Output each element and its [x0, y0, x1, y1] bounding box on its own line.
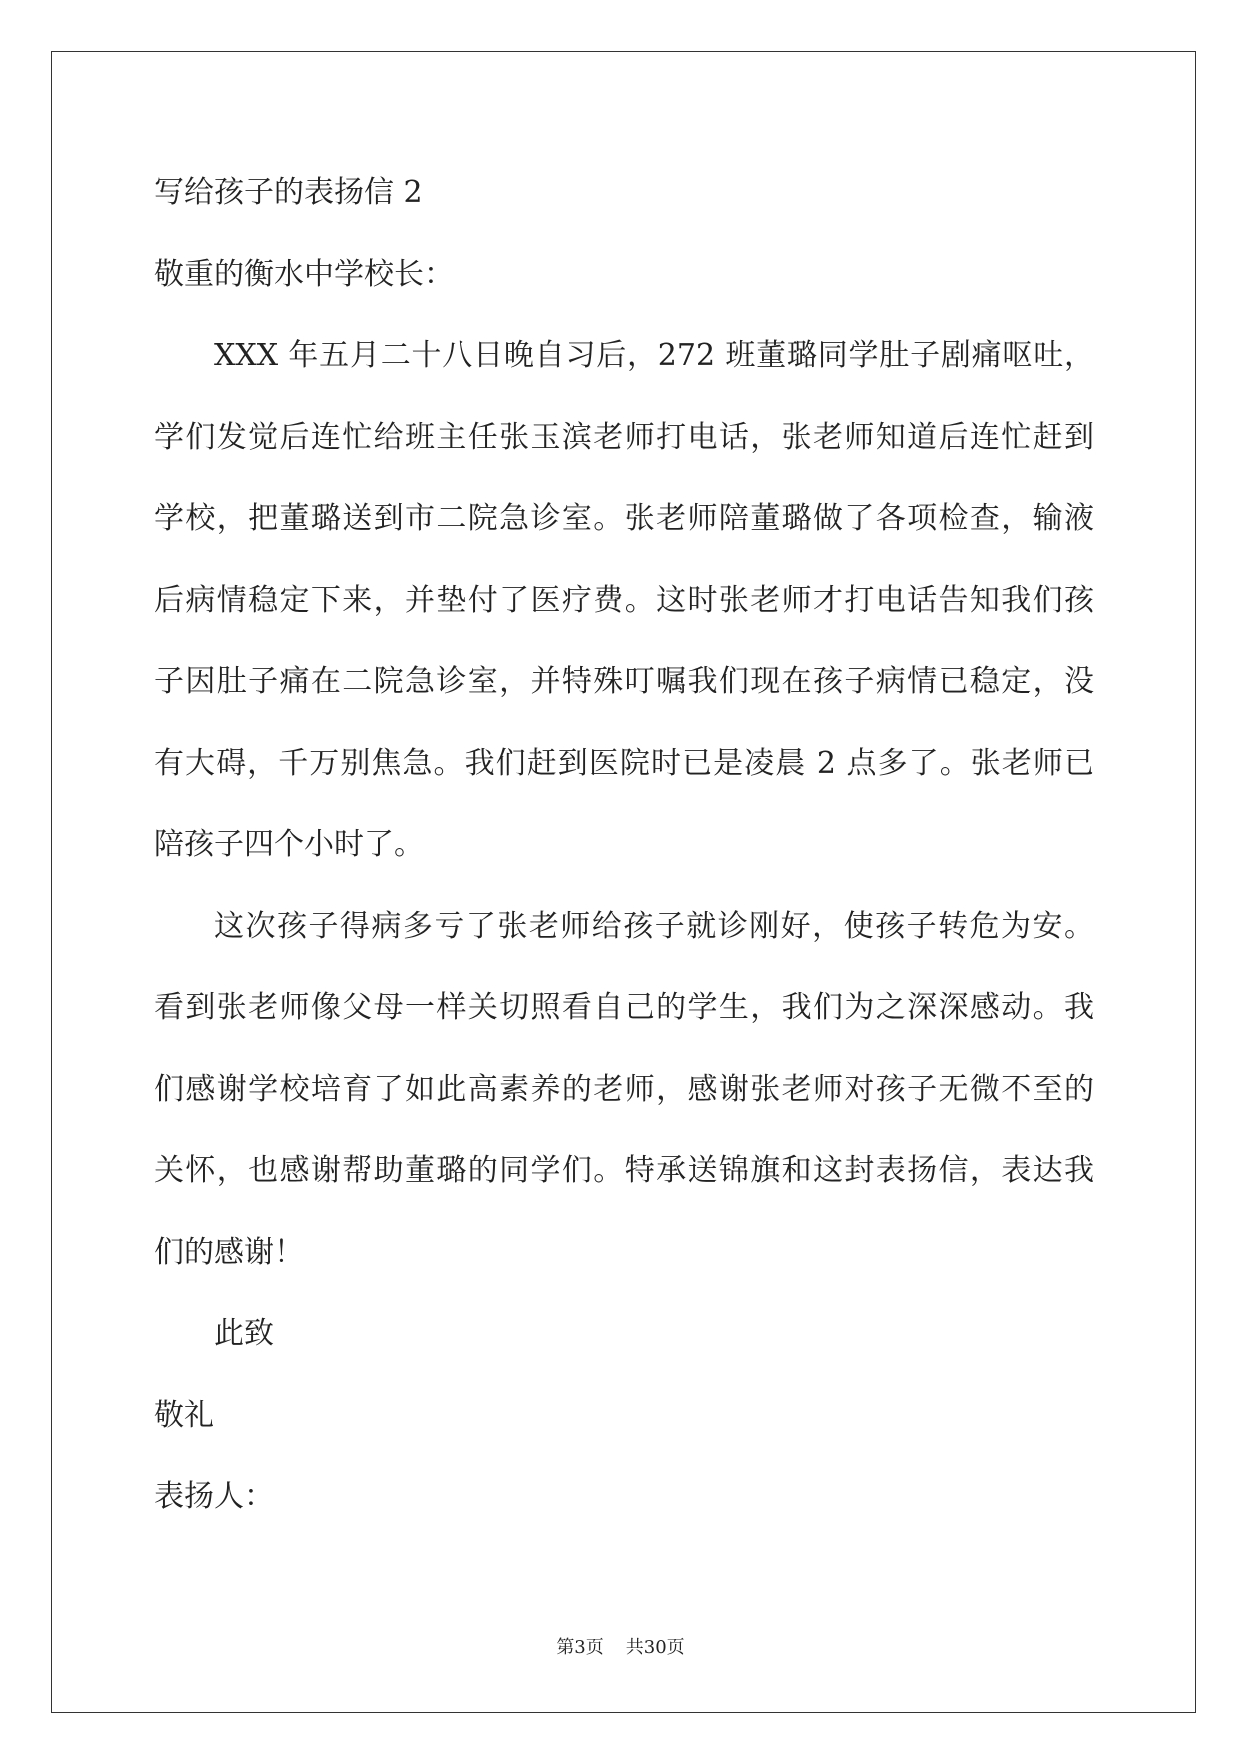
paragraph-line: 学校，把董璐送到市二院急诊室。张老师陪董璐做了各项检查，输液 — [154, 501, 1094, 536]
paragraph-line: 们的感谢！ — [154, 1234, 304, 1270]
paragraph-2 — [154, 886, 1094, 1294]
signature-label: 表扬人： — [154, 1479, 274, 1514]
paragraph-1 — [154, 315, 1094, 886]
paragraph-line: 这次孩子得病多亏了张老师给孩子就诊刚好，使孩子转危为安。 — [214, 908, 1094, 944]
paragraph-line: 关怀，也感谢帮助董璐的同学们。特承送锦旗和这封表扬信，表达我 — [154, 1153, 1094, 1188]
paragraph-line: 后病情稳定下来，并垫付了医疗费。这时张老师才打电话告知我们孩 — [154, 582, 1094, 618]
paragraph-line: 看到张老师像父母一样关切照看自己的学生，我们为之深深感动。我 — [154, 990, 1094, 1025]
letter-body — [154, 152, 1094, 1538]
salutation: 敬重的衡水中学校长： — [154, 256, 454, 292]
document-title: 写给孩子的表扬信 2 — [154, 175, 423, 210]
footer-page-number: 第3页 — [556, 1637, 604, 1658]
paragraph-line: 子因肚子痛在二院急诊室，并特殊叮嘱我们现在孩子病情已稳定，没 — [154, 664, 1094, 699]
page-footer — [0, 1636, 1241, 1660]
paragraph-line: 有大碍，千万别焦急。我们赶到医院时已是凌晨 2 点多了。张老师已 — [154, 745, 1094, 781]
paragraph-line: XXX 年五月二十八日晚自习后，272 班董璐同学肚子剧痛呕吐， — [214, 338, 1094, 373]
paragraph-line: 陪孩子四个小时了。 — [154, 827, 424, 862]
regards-line: 敬礼 — [154, 1397, 214, 1433]
paragraph-line: 们感谢学校培育了如此高素养的老师，感谢张老师对孩子无微不至的 — [154, 1071, 1094, 1107]
closing-line: 此致 — [214, 1316, 274, 1351]
paragraph-line: 学们发觉后连忙给班主任张玉滨老师打电话，张老师知道后连忙赶到 — [154, 419, 1094, 455]
footer-page-total: 共30页 — [625, 1637, 685, 1658]
